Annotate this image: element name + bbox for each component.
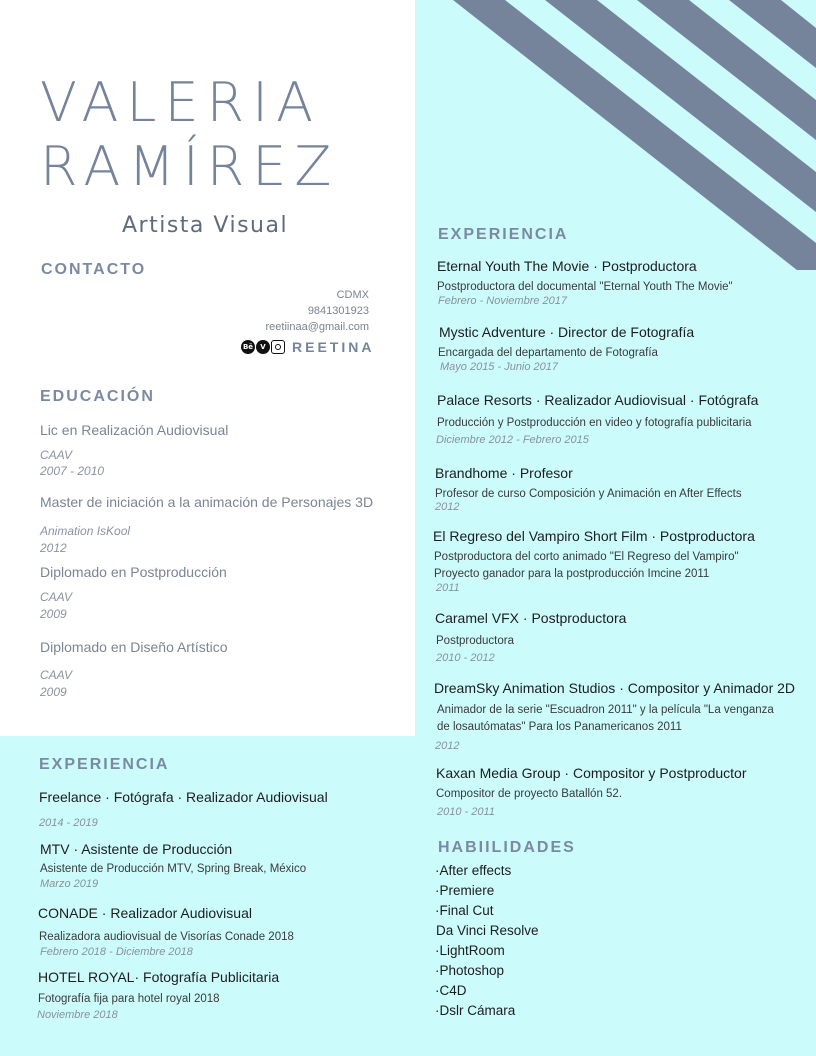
job-title: MTV · Asistente de Producción: [40, 841, 233, 857]
skill-item: ·LightRoom: [435, 943, 505, 958]
job-date: Diciembre 2012 - Febrero 2015: [436, 434, 589, 446]
education-school: CAAV: [40, 668, 73, 682]
social-handle[interactable]: REETINA: [292, 339, 375, 355]
job-description: Producción y Postproducción en video y fotografía publicitaria: [437, 417, 752, 429]
experience-left-heading: EXPERIENCIA: [39, 756, 170, 773]
job-description: Encargada del departamento de Fotografía: [438, 347, 658, 359]
job-title: CONADE · Realizador Audiovisual: [38, 905, 252, 921]
job-date: Febrero 2018 - Diciembre 2018: [40, 946, 193, 958]
first-name: VALERIA: [40, 71, 322, 134]
education-school: CAAV: [40, 448, 73, 462]
contact-phone: 9841301923: [307, 305, 369, 317]
job-title: Kaxan Media Group · Compositor y Postproductor: [436, 765, 747, 781]
job-title: Freelance · Fotógrafa · Realizador Audiovisual: [39, 789, 328, 805]
job-title: Palace Resorts · Realizador Audiovisual · Fotógrafa: [437, 392, 759, 408]
job-title: Caramel VFX · Postproductora: [435, 610, 627, 626]
job-title: El Regreso del Vampiro Short Film · Postproductora: [433, 528, 755, 544]
education-school: Animation IsKool: [40, 524, 131, 538]
job-description: Animador de la serie "Escuadron 2011" y la película "La venganza: [437, 704, 774, 716]
job-description: Compositor de proyecto Batallón 52.: [436, 788, 623, 800]
education-years: 2007 - 2010: [40, 464, 105, 478]
job-date: 2014 - 2019: [39, 817, 98, 829]
job-description: Postproductora del corto animado "El Regreso del Vampiro": [434, 551, 739, 563]
skill-item: Da Vinci Resolve: [436, 923, 539, 938]
job-description: Asistente de Producción MTV, Spring Break, México: [40, 863, 307, 875]
job-date: Febrero - Noviembre 2017: [438, 295, 568, 307]
job-date: 2011: [436, 582, 460, 594]
job-title: HOTEL ROYAL· Fotografía Publicitaria: [38, 969, 280, 985]
job-title: Eternal Youth The Movie · Postproductora: [437, 258, 697, 274]
instagram-icon[interactable]: [271, 340, 285, 354]
job-description: Realizadora audiovisual de Visorías Conade 2018: [39, 931, 294, 943]
job-title: Mystic Adventure · Director de Fotografía: [439, 324, 695, 340]
social-icons: [241, 340, 285, 354]
job-description-line-2: Proyecto ganador para la postproducción Imcine 2011: [434, 568, 710, 580]
education-years: 2009: [40, 607, 67, 621]
contact-heading: CONTACTO: [41, 261, 147, 278]
experience-right-heading: EXPERIENCIA: [438, 226, 569, 243]
job-date: 2010 - 2012: [436, 652, 495, 664]
skill-item: ·Photoshop: [435, 963, 505, 978]
skills-heading: HABIILIDADES: [438, 839, 576, 856]
role-title: Artista Visual: [122, 213, 289, 238]
skill-item: ·Premiere: [435, 883, 495, 898]
job-description: Postproductora del documental "Eternal Youth The Movie": [437, 281, 733, 293]
skill-item: ·C4D: [435, 983, 467, 998]
job-description: Postproductora: [436, 635, 514, 647]
skill-item: ·Dslr Cámara: [435, 1003, 516, 1018]
education-years: 2009: [40, 685, 67, 699]
job-date: Marzo 2019: [40, 878, 99, 890]
education-heading: EDUCACIÓN: [40, 388, 155, 405]
education-title: Master de iniciación a la animación de Personajes 3D: [40, 494, 374, 510]
job-description-line-2: de losautómatas" Para los Panamericanos 2011: [437, 721, 682, 733]
education-title: Lic en Realización Audiovisual: [40, 422, 229, 438]
job-description: Profesor de curso Composición y Animación en After Effects: [435, 488, 742, 500]
last-name: RAMÍREZ: [40, 135, 340, 198]
job-date: 2012: [435, 740, 460, 752]
education-title: Diplomado en Postproducción: [40, 564, 227, 580]
job-date: Noviembre 2018: [37, 1009, 118, 1021]
job-date: 2010 - 2011: [437, 806, 495, 818]
job-date: 2012: [435, 501, 460, 513]
education-school: CAAV: [40, 590, 73, 604]
education-years: 2012: [40, 541, 67, 555]
contact-email[interactable]: reetiinaa@gmail.com: [265, 321, 369, 333]
job-title: Brandhome · Profesor: [435, 465, 573, 481]
behance-icon[interactable]: Bē: [241, 340, 255, 354]
job-date: Mayo 2015 - Junio 2017: [440, 361, 559, 373]
job-description: Fotografía fija para hotel royal 2018: [38, 993, 220, 1005]
skill-item: ·After effects: [435, 863, 512, 878]
education-title: Diplomado en Diseño Artístico: [40, 639, 228, 655]
vimeo-icon[interactable]: V: [256, 340, 270, 354]
contact-city: CDMX: [336, 289, 369, 301]
skill-item: ·Final Cut: [435, 903, 494, 918]
job-title: DreamSky Animation Studios · Compositor y Animador 2D: [434, 680, 796, 696]
